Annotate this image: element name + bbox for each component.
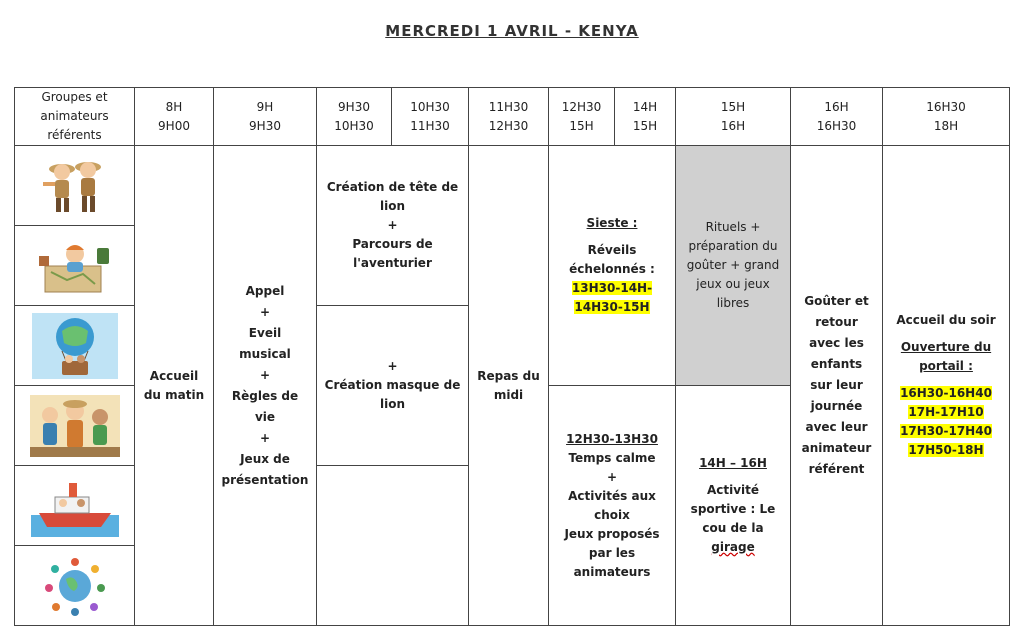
- header-slot: 12H30 15H: [549, 88, 615, 146]
- group-icon-cell: [15, 306, 135, 386]
- appel-cell: Appel + Eveil musical + Règles de vie + Jeux de présentation: [214, 146, 317, 626]
- empty-cell: [317, 466, 469, 626]
- accueil-matin-cell: Accueil du matin: [135, 146, 214, 626]
- world-kids-icon: [40, 555, 110, 617]
- activite-sportive-cell: 14H – 16H Activité sportive : Le cou de la girage: [676, 386, 791, 626]
- header-slot: 10H30 11H30: [392, 88, 469, 146]
- group-icon-cell: [15, 146, 135, 226]
- schedule-table: [14, 87, 1010, 626]
- header-slot: 16H 16H30: [791, 88, 883, 146]
- rituels-cell: Rituels + préparation du goûter + grand jeux ou jeux libres: [676, 146, 791, 386]
- header-groups: Groupes et animateurs référents: [15, 88, 135, 146]
- creation-tete-cell: Création de tête de lion + Parcours de l'aventurier: [317, 146, 469, 306]
- group-icon-cell: [15, 546, 135, 626]
- header-slot: 9H 9H30: [214, 88, 317, 146]
- header-slot: 8H 9H00: [135, 88, 214, 146]
- group-icon-cell: [15, 226, 135, 306]
- header-slot: 14H 15H: [615, 88, 676, 146]
- header-slot: 9H30 10H30: [317, 88, 392, 146]
- creation-masque-cell: + Création masque de lion: [317, 306, 469, 466]
- boat-kids-icon: [31, 475, 119, 537]
- page-title: MERCREDI 1 AVRIL - KENYA: [385, 22, 639, 40]
- header-slot: 11H30 12H30: [469, 88, 549, 146]
- map-kid-icon: [37, 236, 113, 296]
- repas-cell: Repas du midi: [469, 146, 549, 626]
- sieste-cell: Sieste : Réveils échelonnés : 13H30-14H- 14H30-15H: [549, 146, 676, 386]
- accueil-soir-cell: Accueil du soir Ouverture du portail : 16H30-16H40 17H-17H10 17H30-17H40 17H50-18H: [883, 146, 1010, 626]
- header-slot: 15H 16H: [676, 88, 791, 146]
- header-row: [15, 88, 1010, 146]
- hot-air-balloon-icon: [32, 313, 118, 379]
- adventure-kids-icon: [30, 395, 120, 457]
- header-slot: 16H30 18H: [883, 88, 1010, 146]
- group-icon-cell: [15, 386, 135, 466]
- group-icon-cell: [15, 466, 135, 546]
- gouter-cell: Goûter et retour avec les enfants sur leur journée avec leur animateur référent: [791, 146, 883, 626]
- temps-calme-cell: 12H30-13H30 Temps calme + Activités aux choix Jeux proposés par les animateurs: [549, 386, 676, 626]
- explorers-kids-icon: [40, 155, 110, 217]
